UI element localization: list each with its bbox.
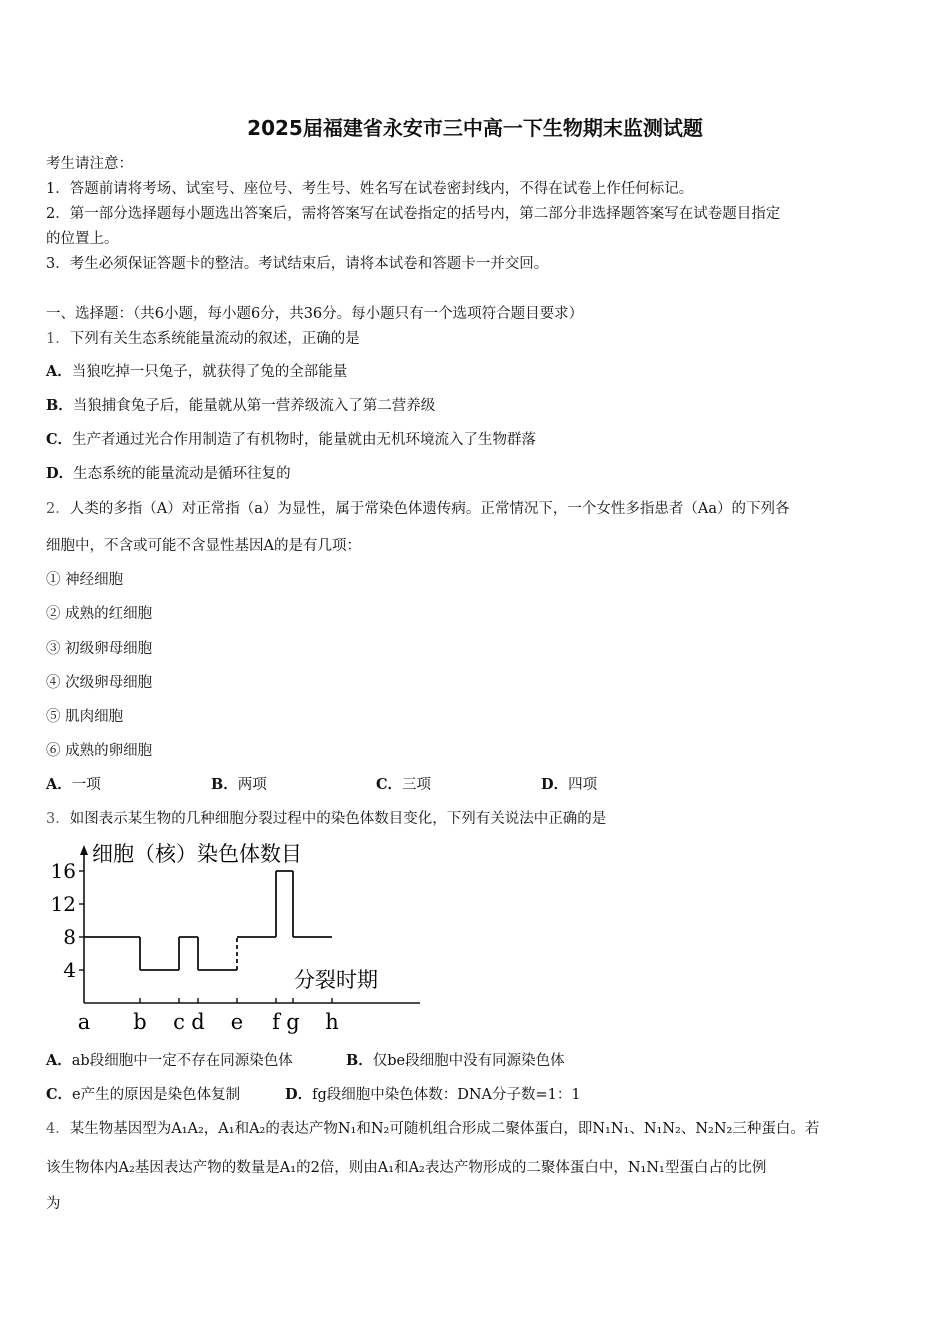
q2-option-c xyxy=(376,773,431,794)
option-text: 仅be段细胞中没有同源染色体 xyxy=(372,1053,565,1069)
question-number: 3． xyxy=(46,811,70,827)
notice-item: 的位置上。 xyxy=(46,231,119,247)
option-text: ab段细胞中一定不存在同源染色体 xyxy=(71,1053,293,1069)
q2-item: ④ 次级卵母细胞 xyxy=(46,675,153,691)
option-text: e产生的原因是染色体复制 xyxy=(72,1087,241,1103)
page-title: 2025届福建省永安市三中高一下生物期末监测试题 xyxy=(247,116,703,140)
chart-title: 细胞（核）染色体数目 xyxy=(92,842,302,866)
x-tick-label: h xyxy=(325,1010,339,1034)
option-text: 当狼捕食兔子后，能量就从第一营养级流入了第二营养级 xyxy=(72,398,436,414)
q3-option-c xyxy=(46,1083,240,1104)
notice-item: 3．考生必须保证答题卡的整洁。考试结束后，请将本试卷和答题卡一并交回。 xyxy=(46,256,549,272)
x-tick-label: g xyxy=(286,1010,300,1034)
option-label: C． xyxy=(46,431,73,448)
y-axis-arrow xyxy=(80,845,88,855)
question-4-stem-cont: 该生物体内A₂基因表达产物的数量是A₁的2倍，则由A₁和A₂表达产物形成的二聚体蛋白中，N₁N₁型蛋白占的比例 xyxy=(46,1160,767,1176)
y-tick-label: 16 xyxy=(50,859,76,883)
x-tick-label: c xyxy=(173,1010,185,1034)
x-tick-label: b xyxy=(133,1010,147,1034)
option-label: D． xyxy=(46,465,74,482)
chromosome-count-chart xyxy=(40,835,420,1035)
option-label: B． xyxy=(46,397,73,414)
question-2-stem-cont: 细胞中，不含或可能不含显性基因A的是有几项： xyxy=(46,538,361,554)
section-heading: 一、选择题：（共6小题，每小题6分，共36分。每小题只有一个选项符合题目要求） xyxy=(46,306,584,322)
option-text: 三项 xyxy=(402,777,432,793)
option-text: 生产者通过光合作用制造了有机物时，能量就由无机环境流入了生物群落 xyxy=(72,432,537,448)
option-label: D． xyxy=(541,776,569,793)
q2-option-a xyxy=(46,773,101,794)
option-text: 一项 xyxy=(71,777,101,793)
question-number: 4． xyxy=(46,1121,70,1137)
x-axis-label: 分裂时期 xyxy=(294,968,378,992)
question-text: 某生物基因型为A₁A₂，A₁和A₂的表达产物N₁和N₂可随机组合形成二聚体蛋白，即N₁N₁、N₁N₂、N₂N₂三种蛋白。若 xyxy=(69,1121,820,1137)
option-text: fg段细胞中染色体数：DNA分子数=1：1 xyxy=(312,1087,581,1103)
question-4-stem-cont: 为 xyxy=(46,1196,61,1212)
question-text: 下列有关生态系统能量流动的叙述，正确的是 xyxy=(69,331,360,347)
option-label: A． xyxy=(46,1052,72,1069)
notice-item: 1．答题前请将考场、试室号、座位号、考生号、姓名写在试卷密封线内，不得在试卷上作任何标记。 xyxy=(46,181,694,197)
option-text: 两项 xyxy=(237,777,267,793)
option-label: A． xyxy=(46,363,72,380)
y-tick-label: 8 xyxy=(63,925,76,949)
x-tick-label: a xyxy=(77,1010,91,1034)
y-tick-label: 4 xyxy=(63,958,76,982)
y-tick-label: 12 xyxy=(50,892,76,916)
question-number: 2． xyxy=(46,501,70,517)
q2-item: ① 神经细胞 xyxy=(46,572,124,588)
q1-option-d xyxy=(46,462,291,483)
q1-option-a xyxy=(46,360,347,381)
q3-option-d xyxy=(285,1083,581,1104)
question-number: 1． xyxy=(46,331,70,347)
q3-option-b xyxy=(346,1049,565,1070)
q1-option-c xyxy=(46,428,536,449)
option-label: A． xyxy=(46,776,72,793)
option-label: B． xyxy=(346,1052,373,1069)
q2-option-d xyxy=(541,773,597,794)
x-tick-label: e xyxy=(230,1010,244,1034)
question-text: 如图表示某生物的几种细胞分裂过程中的染色体数目变化，下列有关说法中正确的是 xyxy=(69,811,607,827)
option-label: C． xyxy=(376,776,403,793)
option-text: 生态系统的能量流动是循环往复的 xyxy=(73,466,291,482)
q2-option-b xyxy=(211,773,267,794)
notice-heading: 考生请注意： xyxy=(46,156,133,172)
x-tick-label: f xyxy=(272,1010,280,1034)
question-text: 人类的多指（A）对正常指（a）为显性，属于常染色体遗传病。正常情况下，一个女性多指患者（Aa）的下列各 xyxy=(69,501,790,517)
q2-item: ⑤ 肌肉细胞 xyxy=(46,709,124,725)
question-2-stem xyxy=(46,497,789,518)
q2-item: ⑥ 成熟的卵细胞 xyxy=(46,743,153,759)
option-label: B． xyxy=(211,776,238,793)
question-3-stem xyxy=(46,807,606,828)
option-text: 当狼吃掉一只兔子，就获得了兔的全部能量 xyxy=(71,364,348,380)
option-label: C． xyxy=(46,1086,73,1103)
option-text: 四项 xyxy=(568,777,598,793)
option-label: D． xyxy=(285,1086,313,1103)
q2-item: ③ 初级卵母细胞 xyxy=(46,641,153,657)
question-4-stem xyxy=(46,1117,819,1138)
notice-item: 2．第一部分选择题每小题选出答案后，需将答案写在试卷指定的括号内，第二部分非选择题答案写在试卷题目指定 xyxy=(46,206,781,222)
q2-item: ② 成熟的红细胞 xyxy=(46,606,153,622)
q1-option-b xyxy=(46,394,435,415)
x-tick-label: d xyxy=(191,1010,205,1034)
question-1-stem xyxy=(46,327,360,348)
q3-option-a xyxy=(46,1049,293,1070)
